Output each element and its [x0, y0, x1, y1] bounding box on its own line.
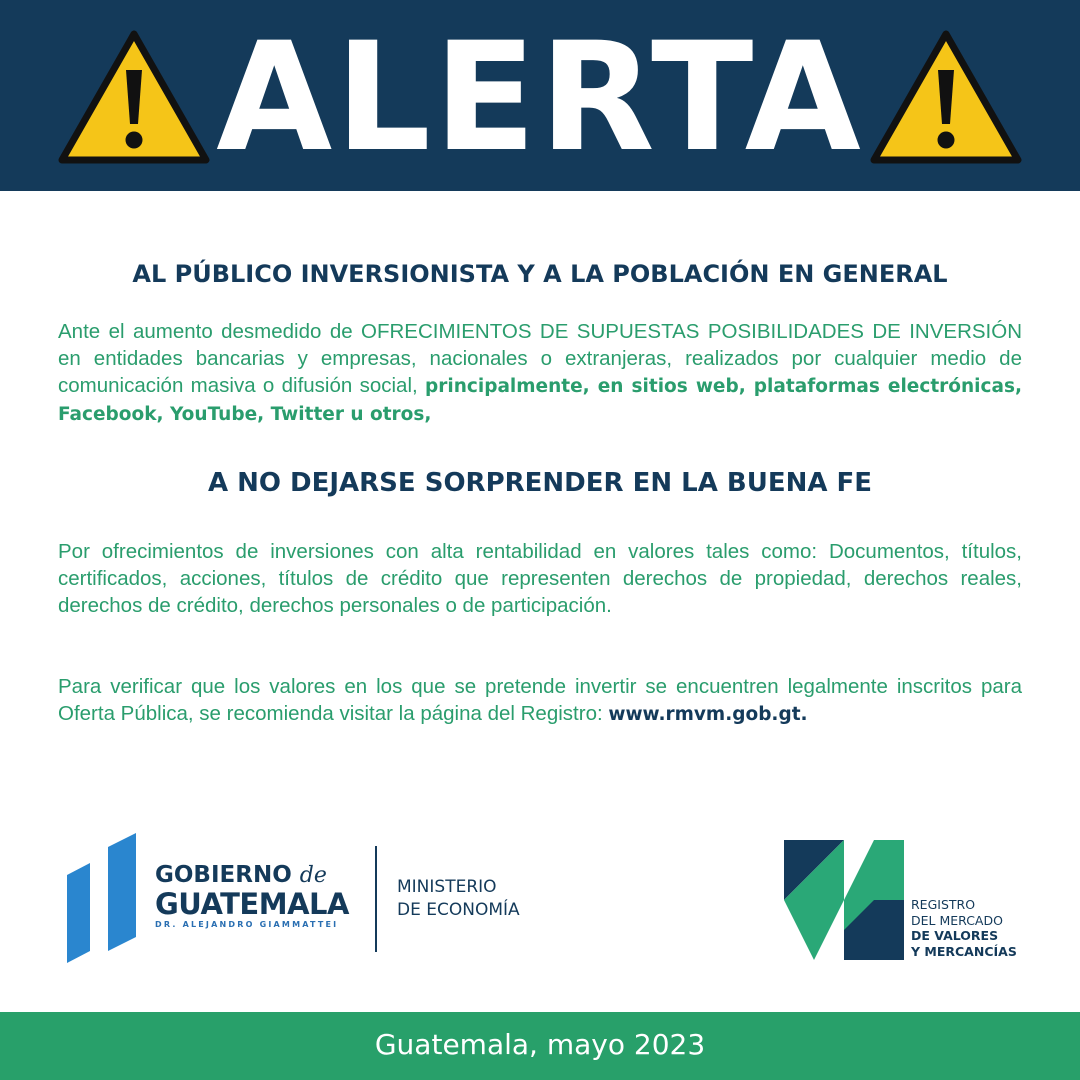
paragraph-verify-text: Para verificar que los valores en los que se pretende invertir se encuentren legalmente inscritos para Oferta Pública, se recomienda visitar la página del Registro:: [58, 675, 1022, 725]
gov-logo-de: de: [299, 863, 327, 888]
ministry-name: [397, 876, 520, 922]
paragraph-verify: [58, 673, 1022, 728]
gov-logo-text: [155, 862, 349, 931]
ministry-line1: MINISTERIO: [397, 877, 497, 897]
registry-url-link[interactable]: www.rmvm.gob.gt.: [608, 704, 808, 725]
rmvm-logo-icon: [784, 840, 904, 960]
rmvm-line2: DEL MERCADO: [911, 912, 1003, 928]
gov-logo-line1: [155, 862, 349, 889]
headline-warning: A NO DEJARSE SORPRENDER EN LA BUENA FE: [207, 468, 873, 498]
paragraph-context-bold: principalmente, en sitios web, plataformas electrónicas, Facebook, YouTube, Twitter u otros,: [58, 376, 1022, 425]
gobierno-guatemala-logo-icon: [64, 833, 144, 965]
footer-date: Guatemala, mayo 2023: [374, 1028, 706, 1061]
rmvm-line3: DE VALORES: [911, 928, 999, 943]
ministry-line2: DE ECONOMÍA: [397, 900, 520, 920]
gov-logo-guatemala: GUATEMALA: [155, 887, 349, 921]
rmvm-line1: REGISTRO: [911, 897, 976, 912]
paragraph-context-text: Ante el aumento desmedido de OFRECIMIENTOS DE SUPUESTAS POSIBILIDADES DE INVERSIÓN en entidades bancarias y empresas, nacionales o extranjeras, realizados por cualquier medio de comunicación masiva o difusión social,: [58, 320, 1022, 397]
headline-audience: AL PÚBLICO INVERSIONISTA Y A LA POBLACIÓN EN GENERAL: [132, 260, 948, 288]
logo-divider: [375, 846, 377, 952]
rmvm-logo-text: [911, 897, 1017, 959]
gov-logo-president: DR. ALEJANDRO GIAMMATTEI: [155, 920, 339, 929]
gov-logo-gobierno: GOBIERNO: [155, 862, 292, 888]
rmvm-line4: Y MERCANCÍAS: [911, 943, 1017, 959]
alert-title: ALERTA: [216, 11, 864, 185]
paragraph-context: [58, 318, 1022, 428]
paragraph-offers: Por ofrecimientos de inversiones con alta rentabilidad en valores tales como: Documentos, títulos, certificados, acciones, títulos de crédito que representen derechos de propiedad, derechos reales, derechos de crédito, derechos personales o de participación.: [58, 540, 1022, 617]
